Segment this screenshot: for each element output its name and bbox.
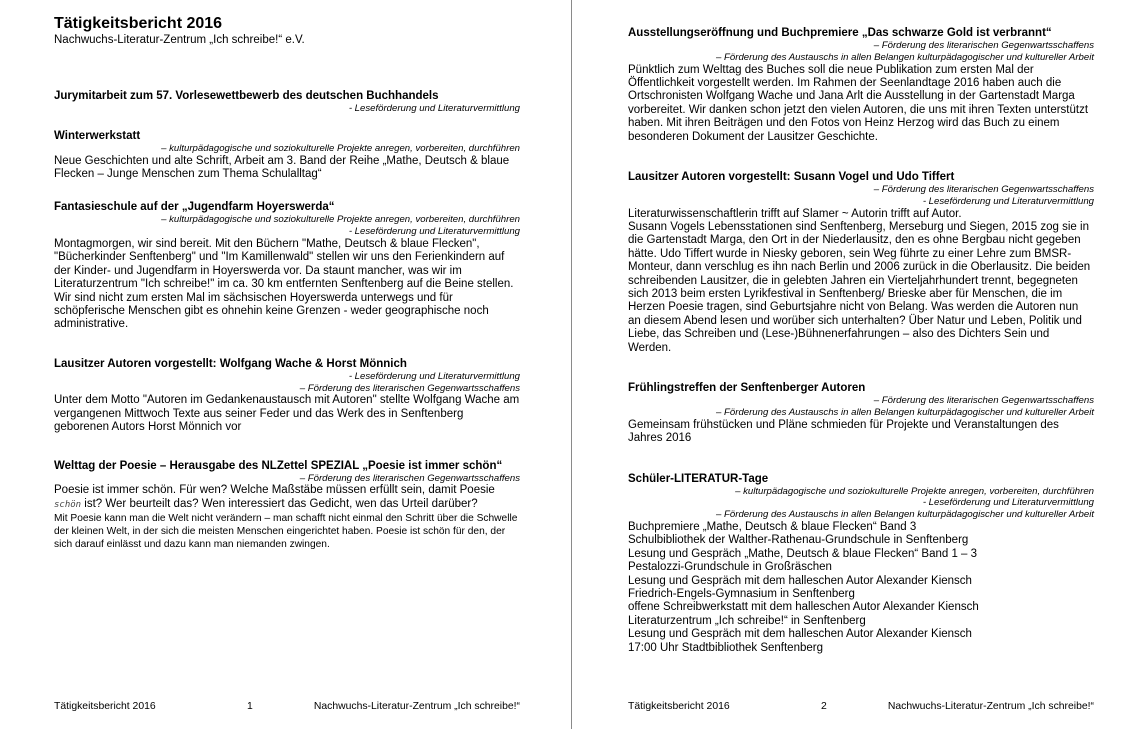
event-line: Lesung und Gespräch mit dem halleschen Autor Alexander Kiensch — [628, 574, 972, 587]
section-body-small: Mit Poesie kann man die Welt nicht verändern – man schafft nicht einmal den Schritt über die Schwelle der kleinen Welt, in der sich die meisten Menschen eingerichtet haben. Poesie ist schön für den, der sich darauf einlässt und dazu kann man niemanden zwingen. — [54, 513, 518, 551]
event-line: Lesung und Gespräch mit dem halleschen Autor Alexander Kiensch — [628, 628, 972, 641]
event-line: Schulbibliothek der Walther-Rathenau-Grundschule in Senftenberg — [628, 534, 969, 547]
section-tag: – kulturpädagogische und soziokulturelle Projekte anregen, vorbereiten, durchführen — [161, 214, 520, 226]
section-tag: – Förderung des literarischen Gegenwartsschaffens — [299, 472, 520, 484]
page-1-content — [54, 14, 520, 551]
body-text: ist? Wer beurteilt das? Wen interessiert das Gedicht, wen das Urteil darüber? — [84, 497, 478, 510]
body-text: Poesie ist immer schön. Für wen? Welche Maßstäbe müssen erfüllt sein, damit Poesie — [54, 484, 495, 497]
section-tag: – Förderung des Austauschs in allen Belangen kulturpädagogischer und kultureller Arbeit — [716, 509, 1094, 521]
section-title: Ausstellungseröffnung und Buchpremiere „Das schwarze Gold ist verbrannt“ — [628, 27, 1052, 39]
section-tag: - Leseförderung und Literaturvermittlung — [922, 497, 1094, 509]
section-body: Literaturwissenschaftlerin trifft auf Slamer ~ Autorin trifft auf Autor. — [628, 207, 962, 220]
section-title: Jurymitarbeit zum 57. Vorlesewettbewerb des deutschen Buchhandels — [54, 90, 439, 102]
section-title: Frühlingstreffen der Senftenberger Autoren — [628, 382, 866, 395]
section-welttag-poesie — [54, 459, 520, 552]
section-body: Unter dem Motto "Autoren im Gedankenaustausch mit Autoren" stellte Wolfgang Wache am vergangenen Mittwoch Texte aus seiner Feder und das Werk des in Senftenberg geborenen Autors Horst Mönnich vor — [54, 394, 520, 434]
section-body: Pünktlich zum Welttag des Buches soll die neue Publikation zum ersten Mal der Öffentlichkeit vorgestellt werden. Im Rahmen der Seenlandtage 2016 haben auch die Ortschronisten Wolfgang Wache und Jana Arlt die Ausstellung in der Gartenstadt Marga vorbereitet. Wir danken schon jetzt den vielen Autoren, die uns mit ihren Texten unterstützt haben. Mit ihren Beiträgen und den Fotos von Heinz Herzog wird das Buch zu einem besonderen Dokument der Lausitzer Geschichte. — [628, 63, 1089, 143]
section-tag: – Förderung des literarischen Gegenwartsschaffens — [873, 184, 1094, 196]
footer-page-number: 2 — [821, 701, 827, 712]
section-title: Welttag der Poesie – Herausgabe des NLZettel SPEZIAL „Poesie ist immer schön“ — [54, 459, 503, 472]
section-ausstellung — [628, 26, 1094, 144]
section-fruehlingstreffen — [628, 381, 1094, 445]
event-line: Buchpremiere „Mathe, Deutsch & blaue Flecken“ Band 3 — [628, 520, 917, 533]
footer-right: Nachwuchs-Literatur-Zentrum „Ich schreibe!“ — [313, 701, 520, 712]
section-fantasieschule — [54, 200, 520, 331]
section-schueler-literatur-tage — [628, 472, 1094, 655]
event-line: 17:00 Uhr Stadtbibliothek Senftenberg — [628, 641, 823, 654]
event-list — [628, 521, 1094, 655]
section-wache-moennich — [54, 357, 520, 435]
section-tag: – Förderung des literarischen Gegenwartsschaffens — [299, 382, 520, 394]
section-tag: – kulturpädagogische und soziokulturelle Projekte anregen, vorbereiten, durchführen — [161, 142, 520, 154]
section-vogel-tiffert — [628, 170, 1094, 355]
section-jurymitarbeit — [54, 89, 520, 115]
document-subtitle: Nachwuchs-Literatur-Zentrum „Ich schreibe!“ e.V. — [54, 34, 305, 46]
event-line: Friedrich-Engels-Gymnasium in Senftenberg — [628, 587, 855, 600]
section-title: Fantasieschule auf der „Jugendfarm Hoyerswerda“ — [54, 201, 335, 214]
section-body: Susann Vogels Lebensstationen sind Senftenberg, Merseburg und Siegen, 2015 zog sie in die Gartenstadt Marga, den Ort in der Niederlausitz, den es ohne Bergbau nicht gegeben hätte. Udo Tiffert wurde in Niesky geboren, sein Weg führte zu einer Lehre zum BMSR-Monteur, dann verschlug es ihn nach Berlin und 2006 zurück in die Oberlausitz. Die beiden schreibenden Lausitzer, die in gelebten Jahren ein Vierteljahrhundert trennt, begegneten sich 2013 beim ersten Lyrikfestival in Senftenberg/ Brieske aber für Menschen, die im Herzen Poesie tragen, sind Geburtsjahre nicht von Belang. Was werden die Autoren nun an diesem Abend lesen und worüber sich unterhalten? Über Natur und Leben, Politik und Liebe, das Schreiben und (Lese-)Bühnenerfahrungen – also des Dichters Sein und Werden. — [628, 221, 1091, 354]
section-title: Lausitzer Autoren vorgestellt: Wolfgang Wache & Horst Mönnich — [54, 357, 407, 370]
section-tag: - Leseförderung und Literaturvermittlung — [348, 103, 520, 114]
section-tag: – Förderung des literarischen Gegenwartsschaffens — [873, 40, 1094, 51]
section-body: Neue Geschichten und alte Schrift, Arbeit am 3. Band der Reihe „Mathe, Deutsch & blaue Flecken – Junge Menschen zum Thema Schulalltag“ — [54, 154, 510, 180]
section-title: Schüler-LITERATUR-Tage — [628, 472, 769, 485]
section-tag: - Leseförderung und Literaturvermittlung — [348, 226, 520, 238]
event-line: Pestalozzi-Grundschule in Großräschen — [628, 561, 832, 574]
section-body: Gemeinsam frühstücken und Pläne schmieden für Projekte und Veranstaltungen des Jahres 2016 — [628, 418, 1059, 445]
event-line: Literaturzentrum „Ich schreibe!“ in Senftenberg — [628, 614, 866, 627]
event-line: offene Schreibwerkstatt mit dem halleschen Autor Alexander Kiensch — [628, 601, 979, 614]
section-tag: - Leseförderung und Literaturvermittlung — [348, 370, 520, 382]
document-page-2 — [572, 0, 1143, 729]
footer-left: Tätigkeitsbericht 2016 — [628, 701, 730, 712]
footer-page-number: 1 — [247, 701, 253, 712]
page-2-content — [628, 26, 1094, 655]
section-tag: - Leseförderung und Literaturvermittlung — [922, 195, 1094, 207]
section-tag: – Förderung des literarischen Gegenwartsschaffens — [873, 395, 1094, 407]
section-body — [54, 484, 520, 512]
section-tag: – Förderung des Austauschs in allen Belangen kulturpädagogischer und kultureller Arbeit — [716, 51, 1094, 63]
document-page-1 — [0, 0, 571, 729]
section-title: Lausitzer Autoren vorgestellt: Susann Vogel und Udo Tiffert — [628, 171, 955, 184]
document-title: Tätigkeitsbericht 2016 — [54, 15, 223, 32]
section-winterwerkstatt — [54, 129, 520, 182]
handwritten-word: schön — [54, 499, 82, 510]
section-title: Winterwerkstatt — [54, 129, 141, 142]
section-body: Montagmorgen, wir sind bereit. Mit den Büchern "Mathe, Deutsch & blaue Flecken", "Bücherkinder Senftenberg" und "Im Kamillenwald" stellen wir uns den Ferienkindern auf der Kinder- und Jugendfarm in Hoyerswerda vor. Da staunt mancher, was wir im Literaturzentrum "Ich schreibe!" im ca. 30 km entfernten Senftenberg auf die Beine stellen. Wir sind nicht zum ersten Mal im sächsischen Hoyerswerda unterwegs und für schöpferische Menschen gibt es ohnehin keine Grenzen - weder geographische noch administrative. — [54, 238, 514, 331]
footer-right: Nachwuchs-Literatur-Zentrum „Ich schreibe!“ — [887, 701, 1094, 712]
footer-left: Tätigkeitsbericht 2016 — [54, 701, 156, 712]
section-tag: – Förderung des Austauschs in allen Belangen kulturpädagogischer und kultureller Arbeit — [716, 406, 1094, 418]
event-line: Lesung und Gespräch „Mathe, Deutsch & blaue Flecken“ Band 1 – 3 — [628, 547, 978, 560]
section-tag: – kulturpädagogische und soziokulturelle Projekte anregen, vorbereiten, durchführen — [735, 485, 1094, 497]
